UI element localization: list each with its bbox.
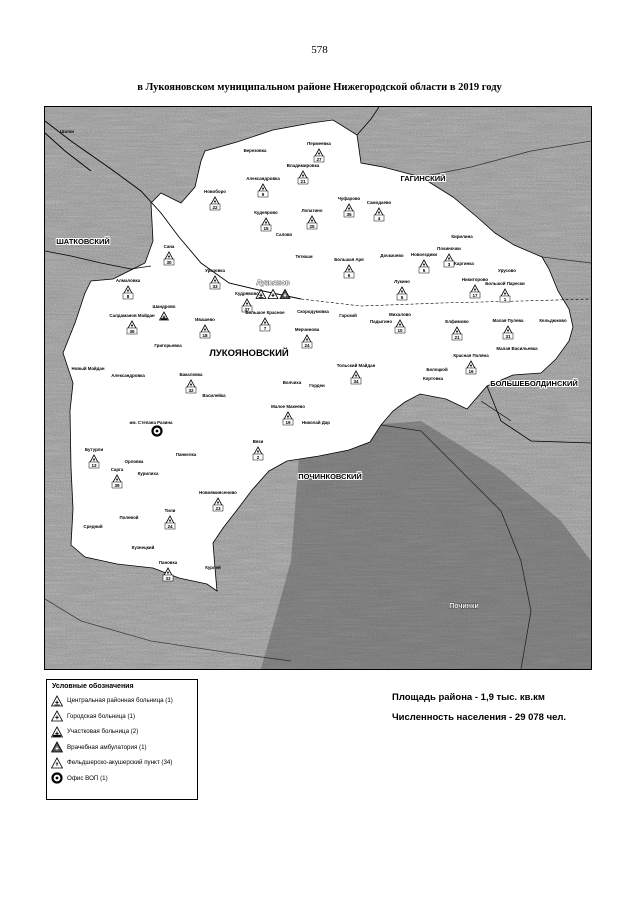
district-stats <box>392 688 566 728</box>
settlement-label: Красная Поляна <box>453 353 489 358</box>
settlement-label: Салдаманов Майдан <box>109 313 155 318</box>
area-stat: Площадь района - 1,9 тыс. кв.км <box>392 692 545 703</box>
svg-text:37: 37 <box>244 306 250 312</box>
svg-text:1: 1 <box>503 296 507 302</box>
settlement-label: Дочкачево <box>380 253 404 258</box>
settlement-label: Сарга <box>110 467 124 472</box>
legend-item <box>47 755 197 771</box>
svg-text:23: 23 <box>215 505 221 511</box>
legend-label: Офис ВОП (1) <box>67 774 108 782</box>
settlement-label: Шатки <box>60 129 74 134</box>
settlement-label: Гордеи <box>309 383 325 388</box>
settlement <box>302 420 330 425</box>
legend-label: Центральная районная больница (1) <box>67 697 173 705</box>
settlement-label: Мерчинова <box>294 327 320 332</box>
settlement-label: Малая Пулева <box>492 318 524 323</box>
svg-text:21: 21 <box>300 178 306 184</box>
settlement <box>205 565 221 570</box>
svg-text:5: 5 <box>422 267 426 273</box>
settlement-label: Никиторово <box>461 277 489 282</box>
map-caption: в Лукояновском муниципальном районе Нижегородской области в 2019 году <box>137 82 502 93</box>
settlement <box>176 452 197 457</box>
settlement-label: Средний <box>83 524 103 529</box>
svg-text:10: 10 <box>397 327 403 333</box>
fap-icon <box>51 757 63 769</box>
svg-text:2: 2 <box>256 454 260 460</box>
settlement <box>72 366 105 371</box>
settlement <box>297 309 329 314</box>
settlement-label: Тетюши <box>295 254 313 259</box>
settlement <box>202 393 226 398</box>
settlement <box>138 471 159 476</box>
svg-text:36: 36 <box>129 328 135 334</box>
svg-text:15: 15 <box>263 225 269 231</box>
settlement-label: Большой Парески <box>485 281 525 286</box>
settlement-label: Самодаево <box>366 200 392 205</box>
svg-text:30: 30 <box>166 259 172 265</box>
settlement-label: Сана <box>163 244 175 249</box>
settlement-label: Скородумовка <box>297 309 329 314</box>
ub-icon <box>51 726 63 738</box>
settlement <box>60 129 74 134</box>
settlement-label: Большая Аря <box>334 257 364 262</box>
settlement-label: Салово <box>275 232 293 237</box>
settlement <box>132 545 155 550</box>
svg-text:33: 33 <box>165 575 171 581</box>
district-label: ГАГИНСКИЙ <box>400 174 446 183</box>
svg-text:24: 24 <box>167 523 173 529</box>
population-stat: Численность населения - 29 078 чел. <box>392 712 567 723</box>
svg-text:8: 8 <box>126 293 130 299</box>
settlement-label: Кузнецкий <box>131 545 155 550</box>
legend-label: Участковая больница (2) <box>67 728 139 736</box>
settlement-label: Лопатино <box>301 208 323 213</box>
settlement-label: Бутурли <box>84 447 104 452</box>
settlement-label: Починочки <box>437 246 461 251</box>
settlement-label: Александровка <box>111 373 145 378</box>
settlement <box>276 232 293 237</box>
settlement-label: Малое Макеево <box>271 404 305 409</box>
crb-icon <box>51 695 63 707</box>
settlement-label: Григорьевка <box>154 343 182 348</box>
settlement-label: Березовка <box>243 148 267 153</box>
settlement <box>339 313 357 318</box>
svg-text:24: 24 <box>304 342 310 348</box>
page-number: 578 <box>311 44 328 56</box>
settlement-label: им. Степана Разина <box>129 420 173 425</box>
city-label: Лукоянов <box>256 280 290 287</box>
settlement-label: Кирилина <box>451 234 473 239</box>
settlement <box>154 343 182 348</box>
settlement <box>451 234 473 239</box>
svg-text:6: 6 <box>347 272 351 278</box>
settlement-label: Пановка <box>158 560 178 565</box>
settlement-label: Падыгино <box>370 319 392 324</box>
settlement-label: Кудрявово <box>235 291 259 296</box>
settlement-label: Орловка <box>124 459 144 464</box>
settlement-label: Вязи <box>252 439 264 444</box>
settlement-label: Бакаловка <box>179 372 203 377</box>
gb-icon <box>51 710 63 722</box>
map-legend <box>46 679 198 800</box>
legend-item <box>47 740 197 756</box>
settlement <box>283 380 302 385</box>
legend-label: Врачебная амбулатория (1) <box>67 743 147 751</box>
legend-item <box>47 693 197 709</box>
settlement-label: Новоямиясеново <box>199 490 237 495</box>
svg-text:22: 22 <box>212 204 218 210</box>
settlement-label: Уразовка <box>205 268 225 273</box>
settlement-label: Тили <box>164 508 176 513</box>
settlement-label: Курлей <box>205 565 221 570</box>
vop-office-icon <box>153 427 162 436</box>
settlement-label: Чуфарово <box>337 196 361 201</box>
settlement-label: Владимировка <box>286 163 320 168</box>
svg-text:3: 3 <box>447 261 451 267</box>
svg-text:4: 4 <box>377 215 381 221</box>
legend-item <box>47 771 197 787</box>
settlement-label: Елфимово <box>445 319 469 324</box>
settlement-label: Кудеярово <box>254 210 278 215</box>
svg-text:31: 31 <box>505 333 511 339</box>
svg-text:33: 33 <box>212 283 218 289</box>
settlement-label: Новый Майдан <box>71 366 105 371</box>
svg-text:17: 17 <box>472 292 478 298</box>
svg-text:19: 19 <box>285 419 291 425</box>
settlement-label: Урусово <box>498 268 516 273</box>
svg-text:27: 27 <box>316 156 322 162</box>
city <box>449 603 479 610</box>
settlement-label: Курилиха <box>137 471 159 476</box>
settlement <box>295 254 312 259</box>
settlement-label: Новоездики <box>410 252 438 257</box>
settlement-label: Александровка <box>246 176 280 181</box>
settlement-label: Панкелка <box>175 452 197 457</box>
settlement <box>244 148 267 153</box>
settlement <box>426 367 448 372</box>
settlement <box>125 459 144 464</box>
settlement <box>496 346 538 351</box>
legend-label: Фельдшерско-акушерский пункт (34) <box>67 759 173 767</box>
settlement-label: Кельдюково <box>539 318 567 323</box>
settlement <box>423 376 444 381</box>
svg-text:25: 25 <box>309 223 315 229</box>
settlement-label: Василейка <box>202 393 226 398</box>
svg-text:16: 16 <box>468 368 474 374</box>
svg-text:9: 9 <box>261 191 265 197</box>
settlement-label: Полевой <box>119 515 139 520</box>
settlement-label: Большое Красное <box>245 310 285 315</box>
settlement <box>498 268 516 273</box>
district-label: БОЛЬШЕБОЛДИНСКИЙ <box>490 379 578 388</box>
legend-label: Городская больница (1) <box>67 712 136 720</box>
va-icon <box>51 741 63 753</box>
settlement <box>83 524 102 529</box>
settlement-label: Волчиха <box>282 380 302 385</box>
settlement-label: Тольский Майдан <box>336 363 376 368</box>
settlement-label: Алмаловка <box>115 278 141 283</box>
settlement <box>454 261 474 266</box>
settlement <box>539 318 567 323</box>
city <box>256 280 290 287</box>
settlement-label: Пермеевка <box>307 141 331 146</box>
svg-text:21: 21 <box>454 334 460 340</box>
settlement-label: Ивашево <box>195 317 215 322</box>
settlement <box>370 319 392 324</box>
settlement-label: Лукино <box>394 279 410 284</box>
settlement-label: Гарский <box>339 313 357 318</box>
settlement-label: Каргинка <box>454 261 474 266</box>
svg-text:18: 18 <box>202 332 208 338</box>
district-label: ШАТКОВСКИЙ <box>56 237 110 246</box>
settlement <box>111 373 145 378</box>
settlement <box>309 383 325 388</box>
city-label: Починки <box>449 603 479 610</box>
settlement-label: Малая Васильевка <box>496 346 538 351</box>
svg-text:5: 5 <box>400 294 404 300</box>
legend-item <box>47 709 197 725</box>
svg-text:39: 39 <box>114 482 120 488</box>
district-label: ПОЧИНКОВСКИЙ <box>298 472 362 481</box>
settlement-label: Шандрово <box>152 304 176 309</box>
settlement-label: Кортовка <box>422 376 444 381</box>
settlement <box>380 253 403 258</box>
svg-text:34: 34 <box>353 378 359 384</box>
settlement-label: Болоцкой <box>426 367 448 372</box>
svg-text:7: 7 <box>263 325 267 331</box>
svg-text:32: 32 <box>188 387 194 393</box>
legend-title: Условные обозначения <box>52 683 134 690</box>
legend-item <box>47 724 197 740</box>
settlement-label: Николай Дар <box>302 420 330 425</box>
svg-text:13: 13 <box>91 462 97 468</box>
svg-text:35: 35 <box>346 211 352 217</box>
settlement <box>120 515 139 520</box>
district-map <box>44 106 592 670</box>
vop-icon <box>51 772 63 784</box>
district-label: ЛУКОЯНОВСКИЙ <box>209 348 289 359</box>
settlement-label: Новоборо <box>204 189 226 194</box>
settlement-label: Михалово <box>389 312 411 317</box>
